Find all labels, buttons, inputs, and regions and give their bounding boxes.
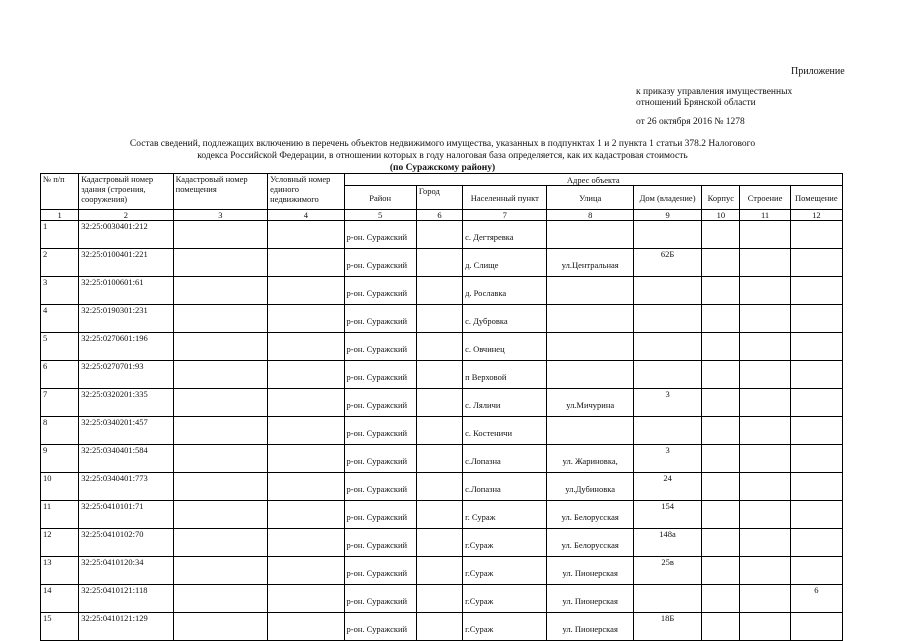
cell-building [740,277,790,305]
column-number-row [41,210,843,221]
table-row [41,473,843,501]
cell-street [547,277,633,305]
table-row [41,445,843,473]
cell-city [416,613,462,641]
cell-cond-num [268,501,344,529]
cell-korpus [702,613,740,641]
cell-korpus [702,221,740,249]
cell-cad-room [173,221,267,249]
cell-building [740,557,790,585]
table-row [41,417,843,445]
cell-district: р-он. Суражский [344,333,416,361]
cell-building [740,585,790,613]
cell-district: р-он. Суражский [344,221,416,249]
cell-room [790,361,842,389]
header-street: Улица [547,186,633,210]
cell-room [790,473,842,501]
cell-korpus [702,445,740,473]
cell-house: 3 [633,445,701,473]
cell-num: 10 [41,473,79,501]
cell-cad-building: 32:25:0320201:335 [79,389,173,417]
cell-cad-room [173,417,267,445]
cell-cond-num [268,473,344,501]
cell-city [416,221,462,249]
cell-num: 15 [41,613,79,641]
header-cad-building: Кадастровый номер здания (строения, сооружения) [79,174,173,210]
table-row [41,557,843,585]
cell-settlement: д. Слище [463,249,547,277]
cell-settlement: г. Сураж [463,501,547,529]
cell-city [416,417,462,445]
col-number: 1 [41,210,79,221]
cell-room [790,221,842,249]
cell-room [790,557,842,585]
cell-house [633,361,701,389]
table-body [41,221,843,641]
cell-cad-room [173,333,267,361]
cell-room [790,417,842,445]
cell-city [416,249,462,277]
cell-street [547,305,633,333]
cell-korpus [702,361,740,389]
cell-cad-building: 32:25:0100401:221 [79,249,173,277]
cell-room [790,249,842,277]
cell-room [790,389,842,417]
cell-city [416,529,462,557]
cell-cond-num [268,445,344,473]
cell-settlement: с. Ляличи [463,389,547,417]
cell-room: 6 [790,585,842,613]
cell-street [547,333,633,361]
cell-building [740,249,790,277]
cell-district: р-он. Суражский [344,361,416,389]
cell-num: 4 [41,305,79,333]
cell-settlement: с. Овчинец [463,333,547,361]
cell-street [547,361,633,389]
cell-building [740,529,790,557]
cell-settlement: г.Сураж [463,557,547,585]
cell-cond-num [268,249,344,277]
cell-cad-building: 32:25:0410121:118 [79,585,173,613]
header-city: Город [416,186,462,210]
cell-settlement: д. Рославка [463,277,547,305]
cell-building [740,221,790,249]
cell-cad-building: 32:25:0410120:34 [79,557,173,585]
col-number: 6 [416,210,462,221]
cell-cad-room [173,277,267,305]
cell-street: ул. Пионерская [547,585,633,613]
cell-cad-building: 32:25:0410121:129 [79,613,173,641]
cell-settlement: с.Лопазна [463,445,547,473]
cell-cad-building: 32:25:0340201:457 [79,417,173,445]
header-address: Адрес объекта [344,174,843,186]
cell-room [790,501,842,529]
cell-korpus [702,389,740,417]
cell-cond-num [268,585,344,613]
order-reference-line1: к приказу управления имущественных [636,87,793,97]
cell-street: ул.Мичурина [547,389,633,417]
cell-cad-building: 32:25:0340401:584 [79,445,173,473]
cell-city [416,333,462,361]
cell-street [547,417,633,445]
cell-cad-room [173,473,267,501]
cell-district: р-он. Суражский [344,277,416,305]
cell-cond-num [268,613,344,641]
col-number: 12 [790,210,842,221]
cell-cond-num [268,389,344,417]
cell-street: ул.Дубиновка [547,473,633,501]
cell-city [416,445,462,473]
cell-room [790,529,842,557]
cell-street: ул.Центральная [547,249,633,277]
cell-num: 7 [41,389,79,417]
cell-num: 5 [41,333,79,361]
table-row [41,305,843,333]
cell-cond-num [268,417,344,445]
table-row [41,221,843,249]
cell-house [633,221,701,249]
cell-cond-num [268,333,344,361]
cell-korpus [702,277,740,305]
cell-cad-room [173,249,267,277]
col-number: 11 [740,210,790,221]
header-district: Район [344,186,416,210]
cell-num: 9 [41,445,79,473]
cell-num: 12 [41,529,79,557]
cell-korpus [702,585,740,613]
cell-settlement: с. Дегтяревка [463,221,547,249]
col-number: 4 [268,210,344,221]
cell-district: р-он. Суражский [344,389,416,417]
header-settlement: Населенный пункт [463,186,547,210]
cell-district: р-он. Суражский [344,529,416,557]
cell-cond-num [268,277,344,305]
cell-num: 14 [41,585,79,613]
cell-num: 2 [41,249,79,277]
cell-building [740,361,790,389]
cell-house [633,333,701,361]
header-korpus: Корпус [702,186,740,210]
cell-room [790,305,842,333]
cell-city [416,305,462,333]
cell-city [416,389,462,417]
cell-street [547,221,633,249]
cell-street: ул. Пионерская [547,613,633,641]
cell-korpus [702,305,740,333]
appendix-label: Приложение [791,66,845,77]
cell-house: 3 [633,389,701,417]
header-num: № п/п [41,174,79,210]
cell-korpus [702,333,740,361]
col-number: 3 [173,210,267,221]
order-reference-line2: отношений Брянской области [636,98,756,108]
cell-cond-num [268,529,344,557]
cell-city [416,585,462,613]
cell-city [416,361,462,389]
cell-building [740,445,790,473]
cell-num: 3 [41,277,79,305]
cell-cad-building: 32:25:0410102:70 [79,529,173,557]
cell-building [740,501,790,529]
cell-building [740,613,790,641]
cell-district: р-он. Суражский [344,585,416,613]
cell-korpus [702,529,740,557]
cell-house: 18Б [633,613,701,641]
cell-district: р-он. Суражский [344,501,416,529]
cell-num: 1 [41,221,79,249]
table-row [41,389,843,417]
cell-house: 148а [633,529,701,557]
cell-cad-building: 32:25:0030401:212 [79,221,173,249]
cell-korpus [702,501,740,529]
cell-cad-room [173,529,267,557]
cell-street: ул. Белорусская [547,501,633,529]
cell-cad-building: 32:25:0410101:71 [79,501,173,529]
document-title-line1: Состав сведений, подлежащих включению в перечень объектов недвижимого имущества, указанных в подпунктах 1 и 2 пункта 1 статьи 378.2 Налогового [129,139,756,149]
cell-cad-room [173,613,267,641]
cell-cad-room [173,585,267,613]
document-title-line2: кодекса Российской Федерации, в отношении которых в году налоговая база определяется, как их кадастровая стоимость [197,151,688,161]
cell-house: 62Б [633,249,701,277]
cell-settlement: г.Сураж [463,585,547,613]
table-row [41,585,843,613]
cell-district: р-он. Суражский [344,473,416,501]
cell-building [740,389,790,417]
cell-district: р-он. Суражский [344,557,416,585]
cell-cad-room [173,389,267,417]
cell-house: 154 [633,501,701,529]
cell-num: 6 [41,361,79,389]
table-row [41,333,843,361]
cell-num: 13 [41,557,79,585]
table-row [41,277,843,305]
cell-building [740,333,790,361]
cell-cad-room [173,305,267,333]
table-row [41,613,843,641]
cell-house: 24 [633,473,701,501]
cell-house [633,305,701,333]
cell-cad-building: 32:25:0190301:231 [79,305,173,333]
cell-cad-building: 32:25:0100601:61 [79,277,173,305]
cell-cad-building: 32:25:0270601:196 [79,333,173,361]
cell-settlement: г.Сураж [463,529,547,557]
cell-cad-building: 32:25:0340401:773 [79,473,173,501]
cell-num: 8 [41,417,79,445]
table-row [41,501,843,529]
cell-house [633,585,701,613]
cell-building [740,417,790,445]
cell-korpus [702,557,740,585]
col-number: 8 [547,210,633,221]
cell-korpus [702,417,740,445]
cell-cad-room [173,557,267,585]
col-number: 2 [79,210,173,221]
cell-cond-num [268,221,344,249]
cell-room [790,333,842,361]
col-number: 5 [344,210,416,221]
cell-korpus [702,473,740,501]
cell-house [633,417,701,445]
cell-city [416,277,462,305]
cell-cad-building: 32:25:0270701:93 [79,361,173,389]
cell-room [790,277,842,305]
cell-district: р-он. Суражский [344,445,416,473]
cell-district: р-он. Суражский [344,417,416,445]
cell-street: ул. Жариновка, [547,445,633,473]
col-number: 7 [463,210,547,221]
cell-cad-room [173,501,267,529]
cell-building [740,305,790,333]
property-table [40,173,843,641]
cell-city [416,501,462,529]
col-number: 9 [633,210,701,221]
cell-street: ул. Белорусская [547,529,633,557]
cell-house [633,277,701,305]
cell-settlement: г.Сураж [463,613,547,641]
col-number: 10 [702,210,740,221]
order-date: от 26 октября 2016 № 1278 [636,117,745,127]
header-room: Помещение [790,186,842,210]
cell-settlement: с. Костеничи [463,417,547,445]
cell-room [790,613,842,641]
header-house: Дом (владение) [633,186,701,210]
cell-district: р-он. Суражский [344,305,416,333]
header-cond-num: Условный номер единого недвижимого [268,174,344,210]
cell-settlement: с.Лопазна [463,473,547,501]
table-row [41,529,843,557]
cell-settlement: с. Дубровка [463,305,547,333]
cell-city [416,473,462,501]
cell-house: 25в [633,557,701,585]
cell-district: р-он. Суражский [344,613,416,641]
cell-street: ул. Пионерская [547,557,633,585]
cell-num: 11 [41,501,79,529]
cell-room [790,445,842,473]
cell-city [416,557,462,585]
cell-building [740,473,790,501]
header-cad-room: Кадастровый номер помещения [173,174,267,210]
cell-cad-room [173,361,267,389]
table-row [41,361,843,389]
document-subtitle: (по Суражскому району) [389,163,496,173]
cell-cond-num [268,361,344,389]
cell-cond-num [268,305,344,333]
cell-cond-num [268,557,344,585]
cell-settlement: п Верховой [463,361,547,389]
header-building: Строение [740,186,790,210]
cell-cad-room [173,445,267,473]
cell-district: р-он. Суражский [344,249,416,277]
table-row [41,249,843,277]
cell-korpus [702,249,740,277]
